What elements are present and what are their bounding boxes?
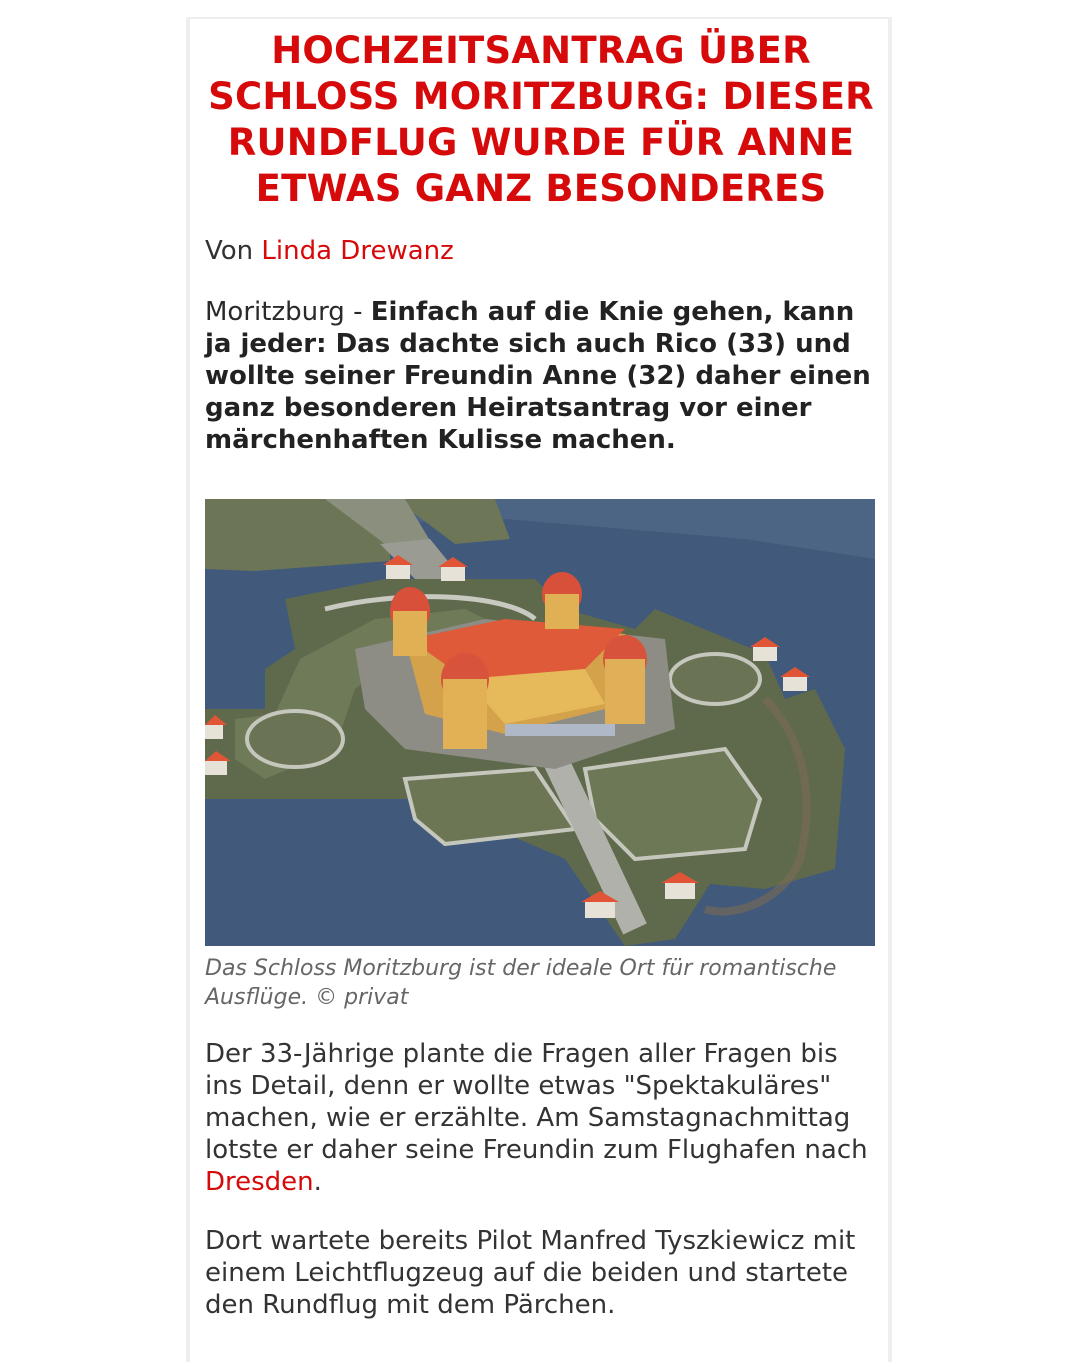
paragraph-1-end: . bbox=[313, 1167, 322, 1197]
paragraph-2: Dort wartete bereits Pilot Manfred Tyszkiewicz mit einem Leichtflugzeug auf die beiden und startete den Rundflug mit dem Pärchen. bbox=[205, 1226, 856, 1320]
dresden-link[interactable]: Dresden bbox=[205, 1167, 314, 1197]
caption-credit: © privat bbox=[315, 985, 409, 1010]
lead-text: Einfach auf die Knie gehen, kann ja jeder: Das dachte sich auch Rico (33) und wollte seiner Freundin Anne (32) daher einen ganz besonderen Heiratsantrag vor einer märchenhaften Kulisse machen. bbox=[205, 297, 871, 455]
caption-text: Das Schloss Moritzburg ist der ideale Ort für romantische Ausflüge. bbox=[205, 956, 837, 1010]
paragraph-1 bbox=[205, 1038, 880, 1198]
castle-aerial-illustration bbox=[205, 499, 875, 946]
dateline: Moritzburg - bbox=[205, 297, 363, 327]
byline-prefix: Von bbox=[205, 236, 254, 266]
image-caption bbox=[205, 954, 875, 1012]
author-link[interactable]: Linda Drewanz bbox=[261, 236, 454, 266]
article-headline: HOCHZEITSANTRAG ÜBER SCHLOSS MORITZBURG: DIESER RUNDFLUG WURDE FÜR ANNE ETWAS GANZ BESONDERES bbox=[208, 29, 874, 210]
castle-aerial-photo bbox=[205, 499, 875, 946]
byline bbox=[205, 236, 454, 266]
paragraph-1-text: Der 33-Jährige plante die Fragen aller Fragen bis ins Detail, denn er wollte etwas "Spektakuläres" machen, wie er erzählte. Am Samstagnachmittag lotste er daher seine Freundin zum Flughafen nach bbox=[205, 1039, 868, 1165]
article-lead bbox=[205, 296, 880, 456]
